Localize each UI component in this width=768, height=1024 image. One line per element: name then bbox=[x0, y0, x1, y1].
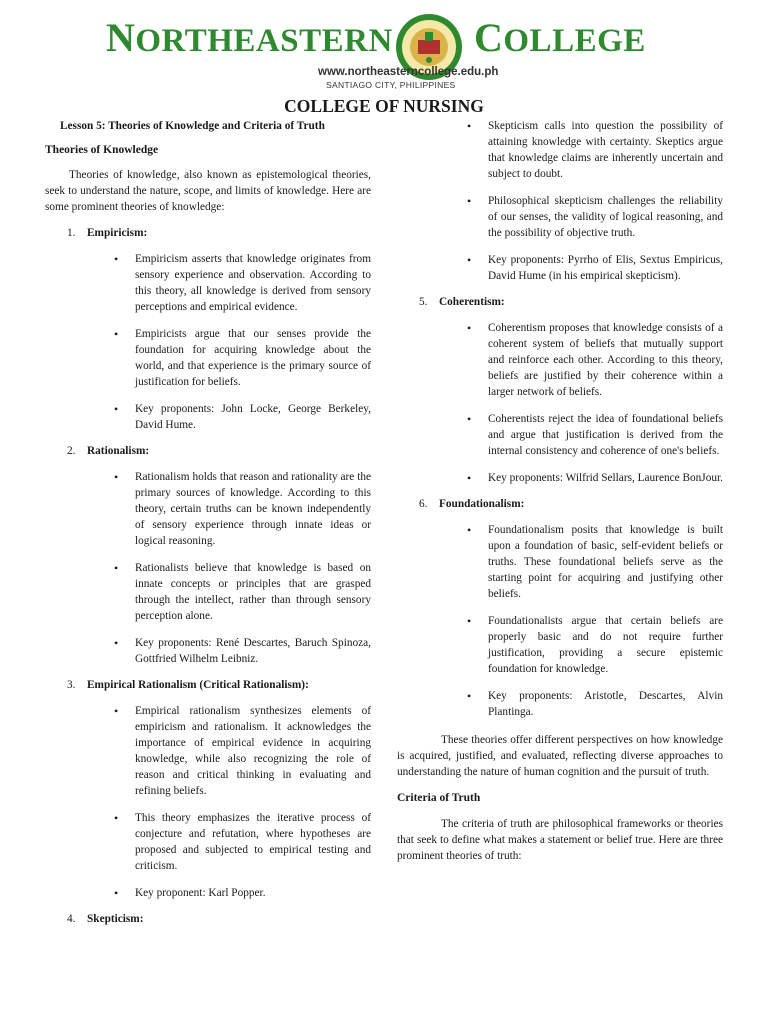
theory-bullets bbox=[397, 522, 723, 720]
summary-paragraph: These theories offer different perspectives on how knowledge is acquired, justified, and evaluated, reflecting diverse approaches to understanding the nature of human cognition and the pursuit of truth. bbox=[397, 734, 723, 778]
intro-paragraph: Theories of knowledge, also known as epistemological theories, seek to understand the nature, scope, and limits of knowledge. Here are some prominent theories of knowledge: bbox=[45, 169, 371, 213]
bullet-point: • Rationalism holds that reason and rationality are the primary sources of knowledge. According to this theory, certain truths can be known independently of sensory experience through innate ideas or logical reasoning. bbox=[135, 469, 371, 549]
bullet-point: • Rationalists believe that knowledge is based on innate concepts or principles that are grasped through the intellect, rather than through sensory perception alone. bbox=[135, 560, 371, 624]
criteria-intro-paragraph: The criteria of truth are philosophical frameworks or theories that seek to define what makes a statement or belief true. Here are three prominent theories of truth: bbox=[397, 818, 723, 862]
bullet-point: • Foundationalists argue that certain beliefs are properly basic and do not require further justification, providing a secure epistemic foundation for knowledge. bbox=[488, 613, 723, 677]
bullet-point: • Skepticism calls into question the possibility of attaining knowledge with certainty. Skeptics argue that knowledge claims are inherently uncertain and subject to doubt. bbox=[488, 118, 723, 182]
theory-bullets bbox=[397, 118, 723, 284]
theory-list-right bbox=[397, 118, 723, 720]
theory-name: Foundationalism: bbox=[439, 498, 525, 510]
theory-item bbox=[45, 677, 371, 901]
theory-title bbox=[45, 225, 371, 241]
theory-title bbox=[45, 677, 371, 693]
right-column bbox=[397, 118, 723, 864]
page-title: COLLEGE OF NURSING bbox=[284, 96, 484, 116]
theory-name: Skepticism: bbox=[87, 913, 144, 925]
theory-item bbox=[45, 225, 371, 433]
theory-title bbox=[397, 294, 723, 310]
theory-item bbox=[397, 294, 723, 486]
theory-number: 4. bbox=[67, 913, 76, 925]
bullet-point: • Empiricism asserts that knowledge originates from sensory experience and observation. According to this theory, all knowledge is derived from sensory perceptions and empirical evidence. bbox=[135, 251, 371, 315]
theory-title bbox=[397, 496, 723, 512]
theory-name: Coherentism: bbox=[439, 296, 505, 308]
left-column bbox=[45, 118, 371, 937]
theory-list-left bbox=[45, 225, 371, 927]
website-url: www.northeasterncollege.edu.ph bbox=[318, 66, 499, 78]
theory-number: 2. bbox=[67, 445, 76, 457]
theory-bullets bbox=[397, 320, 723, 486]
theory-number: 5. bbox=[419, 296, 428, 308]
bullet-point: • Empiricists argue that our senses provide the foundation for acquiring knowledge about the world, and that experience is the primary source of justification for beliefs. bbox=[135, 326, 371, 390]
header bbox=[0, 0, 768, 95]
theory-name: Empiricism: bbox=[87, 227, 148, 239]
bullet-point: • Key proponent: Karl Popper. bbox=[135, 885, 371, 901]
section-heading-theories: Theories of Knowledge bbox=[45, 144, 159, 156]
bullet-point: • Philosophical skepticism challenges the reliability of our senses, the validity of logical reasoning, and the possibility of objective truth. bbox=[488, 193, 723, 241]
bullet-point: • Foundationalism posits that knowledge is built upon a foundation of basic, self-evident beliefs or truths. These foundational beliefs serve as the starting point for acquiring and justifying other beliefs. bbox=[488, 522, 723, 602]
theory-item bbox=[45, 443, 371, 667]
theory-item bbox=[397, 496, 723, 720]
theory-number: 1. bbox=[67, 227, 76, 239]
section-heading-criteria: Criteria of Truth bbox=[397, 792, 481, 804]
theory-number: 3. bbox=[67, 679, 76, 691]
theory-bullets bbox=[45, 703, 371, 901]
bullet-point: • Coherentism proposes that knowledge consists of a coherent system of beliefs that mutually support and reinforce each other. According to this theory, beliefs are justified by their coherence within a larger network of beliefs. bbox=[488, 320, 723, 400]
college-location: SANTIAGO CITY, PHILIPPINES bbox=[326, 80, 456, 90]
bullet-point: • Key proponents: Wilfrid Sellars, Laurence BonJour. bbox=[488, 470, 723, 486]
theory-title bbox=[45, 443, 371, 459]
bullet-point: • Empirical rationalism synthesizes elements of empiricism and rationalism. It acknowledges the importance of empirical evidence in acquiring knowledge, while also recognizing the role of reason and critical thinking in evaluating and refining beliefs. bbox=[135, 703, 371, 799]
theory-bullets bbox=[45, 469, 371, 667]
theory-number: 6. bbox=[419, 498, 428, 510]
bullet-point: • Key proponents: Aristotle, Descartes, Alvin Plantinga. bbox=[488, 688, 723, 720]
lesson-title: Lesson 5: Theories of Knowledge and Criteria of Truth bbox=[60, 120, 325, 132]
bullet-point: • Key proponents: René Descartes, Baruch Spinoza, Gottfried Wilhelm Leibniz. bbox=[135, 635, 371, 667]
college-name-right: COLLEGE bbox=[474, 15, 646, 60]
theory-bullets bbox=[45, 251, 371, 433]
bullet-point: • Key proponents: Pyrrho of Elis, Sextus Empiricus, David Hume (in his empirical skepticism). bbox=[488, 252, 723, 284]
theory-name: Empirical Rationalism (Critical Rationalism): bbox=[87, 679, 309, 691]
bullet-point: • This theory emphasizes the iterative process of conjecture and refutation, where hypotheses are proposed and subjected to empirical testing and criticism. bbox=[135, 810, 371, 874]
theory-item bbox=[45, 911, 371, 927]
theory-name: Rationalism: bbox=[87, 445, 150, 457]
theory-item bbox=[397, 118, 723, 284]
bullet-point: • Key proponents: John Locke, George Berkeley, David Hume. bbox=[135, 401, 371, 433]
college-name-left: NORTHEASTERN bbox=[106, 15, 393, 60]
theory-title bbox=[45, 911, 371, 927]
bullet-point: • Coherentists reject the idea of foundational beliefs and argue that justification is derived from the internal consistency and coherence of one's beliefs. bbox=[488, 411, 723, 459]
